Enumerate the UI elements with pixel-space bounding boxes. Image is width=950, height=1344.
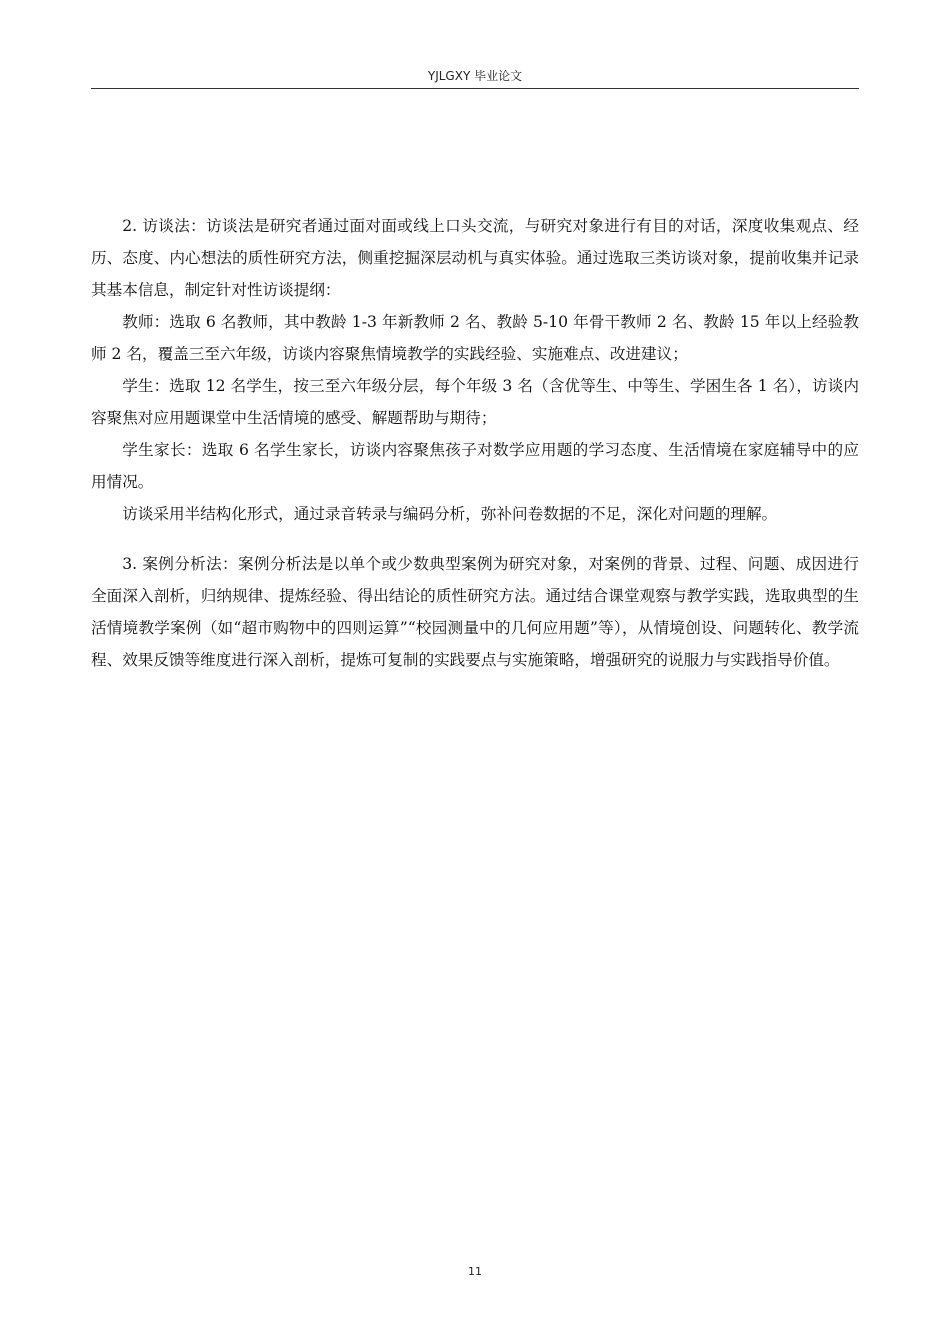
header-title: YJLGXY 毕业论文 [427,69,523,83]
paragraph-interview-method: 2. 访谈法：访谈法是研究者通过面对面或线上口头交流，与研究对象进行有目的对话，深度收集观点、经历、态度、内心想法的质性研究方法，侧重挖掘深层动机与真实体验。通过选取三类访谈对象，提前收集并记录其基本信息，制定针对性访谈提纲： [91,217,859,299]
paragraph-parents: 学生家长：选取 6 名学生家长，访谈内容聚焦孩子对数学应用题的学习态度、生活情境在家庭辅导中的应用情况。 [91,441,859,491]
paragraph-interview-form: 访谈采用半结构化形式，通过录音转录与编码分析，弥补问卷数据的不足，深化对问题的理解。 [122,505,778,523]
page-header [91,64,859,89]
paragraph-case-analysis: 3. 案例分析法：案例分析法是以单个或少数典型案例为研究对象，对案例的背景、过程、问题、成因进行全面深入剖析，归纳规律、提炼经验、得出结论的质性研究方法。通过结合课堂观察与教学实践，选取典型的生活情境教学案例（如“超市购物中的四则运算”“校园测量中的几何应用题”等），从情境创设、问题转化、教学流程、效果反馈等维度进行深入剖析，提炼可复制的实践要点与实施策略，增强研究的说服力与实践指导价值。 [91,555,859,669]
paragraph-students: 学生：选取 12 名学生，按三至六年级分层，每个年级 3 名（含优等生、中等生、学困生各 1 名），访谈内容聚焦对应用题课堂中生活情境的感受、解题帮助与期待； [91,377,859,427]
document-body [91,210,859,676]
page-number: 11 [468,1265,482,1278]
paragraph-spacer [91,530,859,548]
paragraph-teachers: 教师：选取 6 名教师，其中教龄 1-3 年新教师 2 名、教龄 5-10 年骨干教师 2 名、教龄 15 年以上经验教师 2 名，覆盖三至六年级，访谈内容聚焦情境教学的实践经验、实施难点、改进建议； [91,313,859,363]
